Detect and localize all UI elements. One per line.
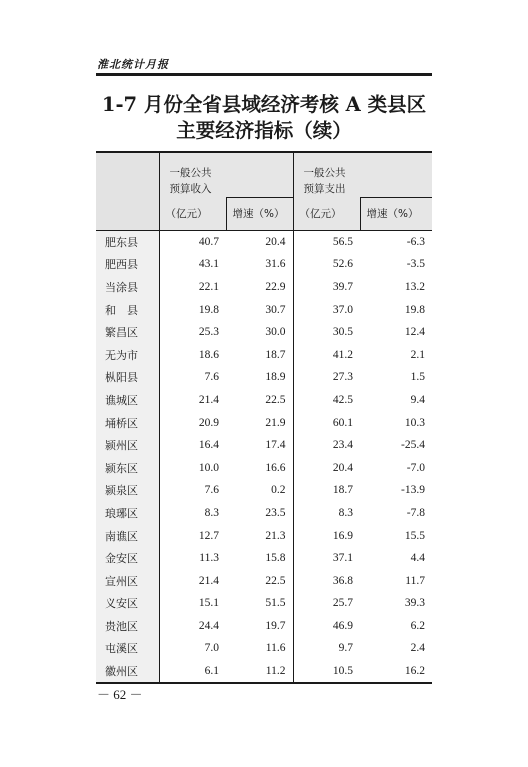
expenditure-cell: 30.5 <box>293 321 360 344</box>
expenditure-growth-cell: 12.4 <box>404 326 425 339</box>
revenue-growth-cell: 0.2 <box>271 484 286 497</box>
revenue-cell: 19.8 <box>159 298 226 321</box>
expenditure-growth-cell: 19.8 <box>404 303 425 316</box>
county-name-cell: 肥东县 <box>96 230 159 253</box>
table-row <box>96 321 432 344</box>
county-name-cell: 徽州区 <box>96 660 159 684</box>
revenue-cell: 15.1 <box>159 592 226 615</box>
expenditure-growth-cell: 1.5 <box>410 371 425 384</box>
revenue-growth-cell: 15.8 <box>265 552 286 565</box>
expenditure-cell: 9.7 <box>293 637 360 660</box>
expenditure-cell: 56.5 <box>293 230 360 253</box>
revenue-growth-cell: 11.2 <box>226 660 293 684</box>
county-name-cell: 颍州区 <box>96 434 159 457</box>
expenditure-cell: 37.1 <box>293 547 360 570</box>
revenue-cell: 40.7 <box>159 230 226 253</box>
table-row <box>96 569 432 592</box>
revenue-growth-cell: 30.0 <box>265 326 286 339</box>
expenditure-cell: 20.4 <box>293 456 360 479</box>
revenue-growth-cell: 21.3 <box>265 529 286 542</box>
table-row <box>96 343 432 366</box>
page-title: 1-7 月份全省县域经济考核 A 类县区 <box>101 93 427 116</box>
expenditure-growth-cell: -25.4 <box>401 439 425 452</box>
table-row <box>96 230 432 253</box>
revenue-growth-cell: 22.5 <box>265 393 286 406</box>
revenue-cell: 7.6 <box>159 366 226 389</box>
expenditure-growth-cell: 6.2 <box>410 619 425 632</box>
revenue-cell: 22.1 <box>159 276 226 299</box>
expenditure-cell: 37.0 <box>293 298 360 321</box>
revenue-cell: 16.4 <box>159 434 226 457</box>
header-rule <box>96 73 432 76</box>
revenue-cell: 21.4 <box>159 569 226 592</box>
table-row <box>96 456 432 479</box>
revenue-growth-cell: 22.9 <box>265 280 286 293</box>
expenditure-cell: 10.5 <box>293 660 360 684</box>
expenditure-cell: 16.9 <box>293 524 360 547</box>
expenditure-growth-cell: 39.3 <box>404 597 425 610</box>
expenditure-cell: 23.4 <box>293 434 360 457</box>
expenditure-growth-cell: -3.5 <box>406 258 425 271</box>
expenditure-header-line2: 预算支出 <box>303 183 346 195</box>
county-name-cell: 南谯区 <box>96 524 159 547</box>
revenue-growth-cell: 51.5 <box>265 597 286 610</box>
expenditure-cell: 52.6 <box>293 253 360 276</box>
expenditure-growth-cell: 10.3 <box>404 416 425 429</box>
revenue-cell: 7.6 <box>159 479 226 502</box>
expenditure-growth-cell: 9.4 <box>410 393 425 406</box>
table-row <box>96 547 432 570</box>
county-name-cell: 无为市 <box>96 343 159 366</box>
revenue-growth-cell: 19.7 <box>265 619 286 632</box>
revenue-cell: 6.1 <box>159 660 226 684</box>
county-name-cell: 谯城区 <box>96 389 159 412</box>
county-name-cell: 贵池区 <box>96 615 159 638</box>
expenditure-cell: 27.3 <box>293 366 360 389</box>
revenue-growth-cell: 22.5 <box>265 574 286 587</box>
revenue-growth-cell: 17.4 <box>265 439 286 452</box>
expenditure-growth-cell: -13.9 <box>401 484 425 497</box>
table-row <box>96 592 432 615</box>
county-name-cell: 金安区 <box>96 547 159 570</box>
revenue-cell: 11.3 <box>159 547 226 570</box>
revenue-group-header <box>159 152 226 197</box>
expenditure-header-line1: 一般公共 <box>303 167 346 179</box>
expenditure-growth-cell: 13.2 <box>404 280 425 293</box>
page-number: － 62 － <box>97 687 143 702</box>
revenue-cell: 21.4 <box>159 389 226 412</box>
table-corner-header <box>96 152 159 230</box>
county-name-cell: 义安区 <box>96 592 159 615</box>
county-name-cell: 宣州区 <box>96 569 159 592</box>
table-row <box>96 502 432 525</box>
expenditure-cell: 42.5 <box>293 389 360 412</box>
revenue-growth-header: 增速（%） <box>226 197 293 230</box>
table-row <box>96 479 432 502</box>
table-row <box>96 366 432 389</box>
table-row <box>96 524 432 547</box>
revenue-growth-cell: 18.7 <box>265 348 286 361</box>
revenue-header-line2: 预算收入 <box>169 183 212 195</box>
expenditure-growth-cell: -6.3 <box>406 235 425 248</box>
revenue-cell: 8.3 <box>159 502 226 525</box>
revenue-growth-cell: 20.4 <box>265 235 286 248</box>
table-row <box>96 411 432 434</box>
revenue-growth-cell: 16.6 <box>265 461 286 474</box>
page-subtitle: 主要经济指标（续） <box>176 119 352 142</box>
revenue-growth-cell: 30.7 <box>265 303 286 316</box>
expenditure-cell: 18.7 <box>293 479 360 502</box>
revenue-unit-header: （亿元） <box>159 197 226 230</box>
expenditure-header-spacer <box>360 152 432 197</box>
revenue-cell: 20.9 <box>159 411 226 434</box>
revenue-growth-cell: 18.9 <box>265 371 286 384</box>
expenditure-growth-cell: 11.7 <box>405 574 425 587</box>
table-row <box>96 615 432 638</box>
revenue-growth-cell: 21.9 <box>265 416 286 429</box>
county-name-cell: 繁昌区 <box>96 321 159 344</box>
table-row <box>96 660 432 684</box>
expenditure-cell: 39.7 <box>293 276 360 299</box>
county-name-cell: 颍东区 <box>96 456 159 479</box>
county-name-cell: 埇桥区 <box>96 411 159 434</box>
county-name-cell: 肥西县 <box>96 253 159 276</box>
expenditure-growth-cell: 15.5 <box>404 529 425 542</box>
expenditure-cell: 25.7 <box>293 592 360 615</box>
publication-header: 淮北统计月报 <box>97 58 169 71</box>
expenditure-cell: 8.3 <box>293 502 360 525</box>
county-name-cell: 颍泉区 <box>96 479 159 502</box>
county-name-cell: 当涂县 <box>96 276 159 299</box>
expenditure-cell: 60.1 <box>293 411 360 434</box>
revenue-growth-cell: 11.6 <box>265 642 286 655</box>
revenue-cell: 10.0 <box>159 456 226 479</box>
indicator-table <box>96 151 432 684</box>
revenue-header-spacer <box>226 152 293 197</box>
county-name-cell: 琅琊区 <box>96 502 159 525</box>
expenditure-cell: 36.8 <box>293 569 360 592</box>
table-row <box>96 434 432 457</box>
revenue-cell: 12.7 <box>159 524 226 547</box>
expenditure-growth-cell: -7.0 <box>406 461 425 474</box>
expenditure-cell: 41.2 <box>293 343 360 366</box>
expenditure-growth-header: 增速（%） <box>360 197 432 230</box>
expenditure-growth-cell: 2.4 <box>410 642 425 655</box>
expenditure-growth-cell: -7.8 <box>406 506 425 519</box>
expenditure-growth-cell: 16.2 <box>360 660 432 684</box>
revenue-cell: 7.0 <box>159 637 226 660</box>
county-name-cell: 和 县 <box>96 298 159 321</box>
revenue-growth-cell: 31.6 <box>265 258 286 271</box>
table-row <box>96 298 432 321</box>
table-row <box>96 389 432 412</box>
expenditure-growth-cell: 2.1 <box>410 348 425 361</box>
table-row <box>96 253 432 276</box>
table-row <box>96 637 432 660</box>
expenditure-group-header <box>293 152 360 197</box>
revenue-cell: 43.1 <box>159 253 226 276</box>
expenditure-growth-cell: 4.4 <box>410 552 425 565</box>
revenue-header-line1: 一般公共 <box>169 167 212 179</box>
revenue-cell: 18.6 <box>159 343 226 366</box>
revenue-cell: 24.4 <box>159 615 226 638</box>
revenue-cell: 25.3 <box>159 321 226 344</box>
county-name-cell: 枞阳县 <box>96 366 159 389</box>
expenditure-cell: 46.9 <box>293 615 360 638</box>
expenditure-unit-header: （亿元） <box>293 197 360 230</box>
revenue-growth-cell: 23.5 <box>265 506 286 519</box>
county-name-cell: 屯溪区 <box>96 637 159 660</box>
table-row <box>96 276 432 299</box>
